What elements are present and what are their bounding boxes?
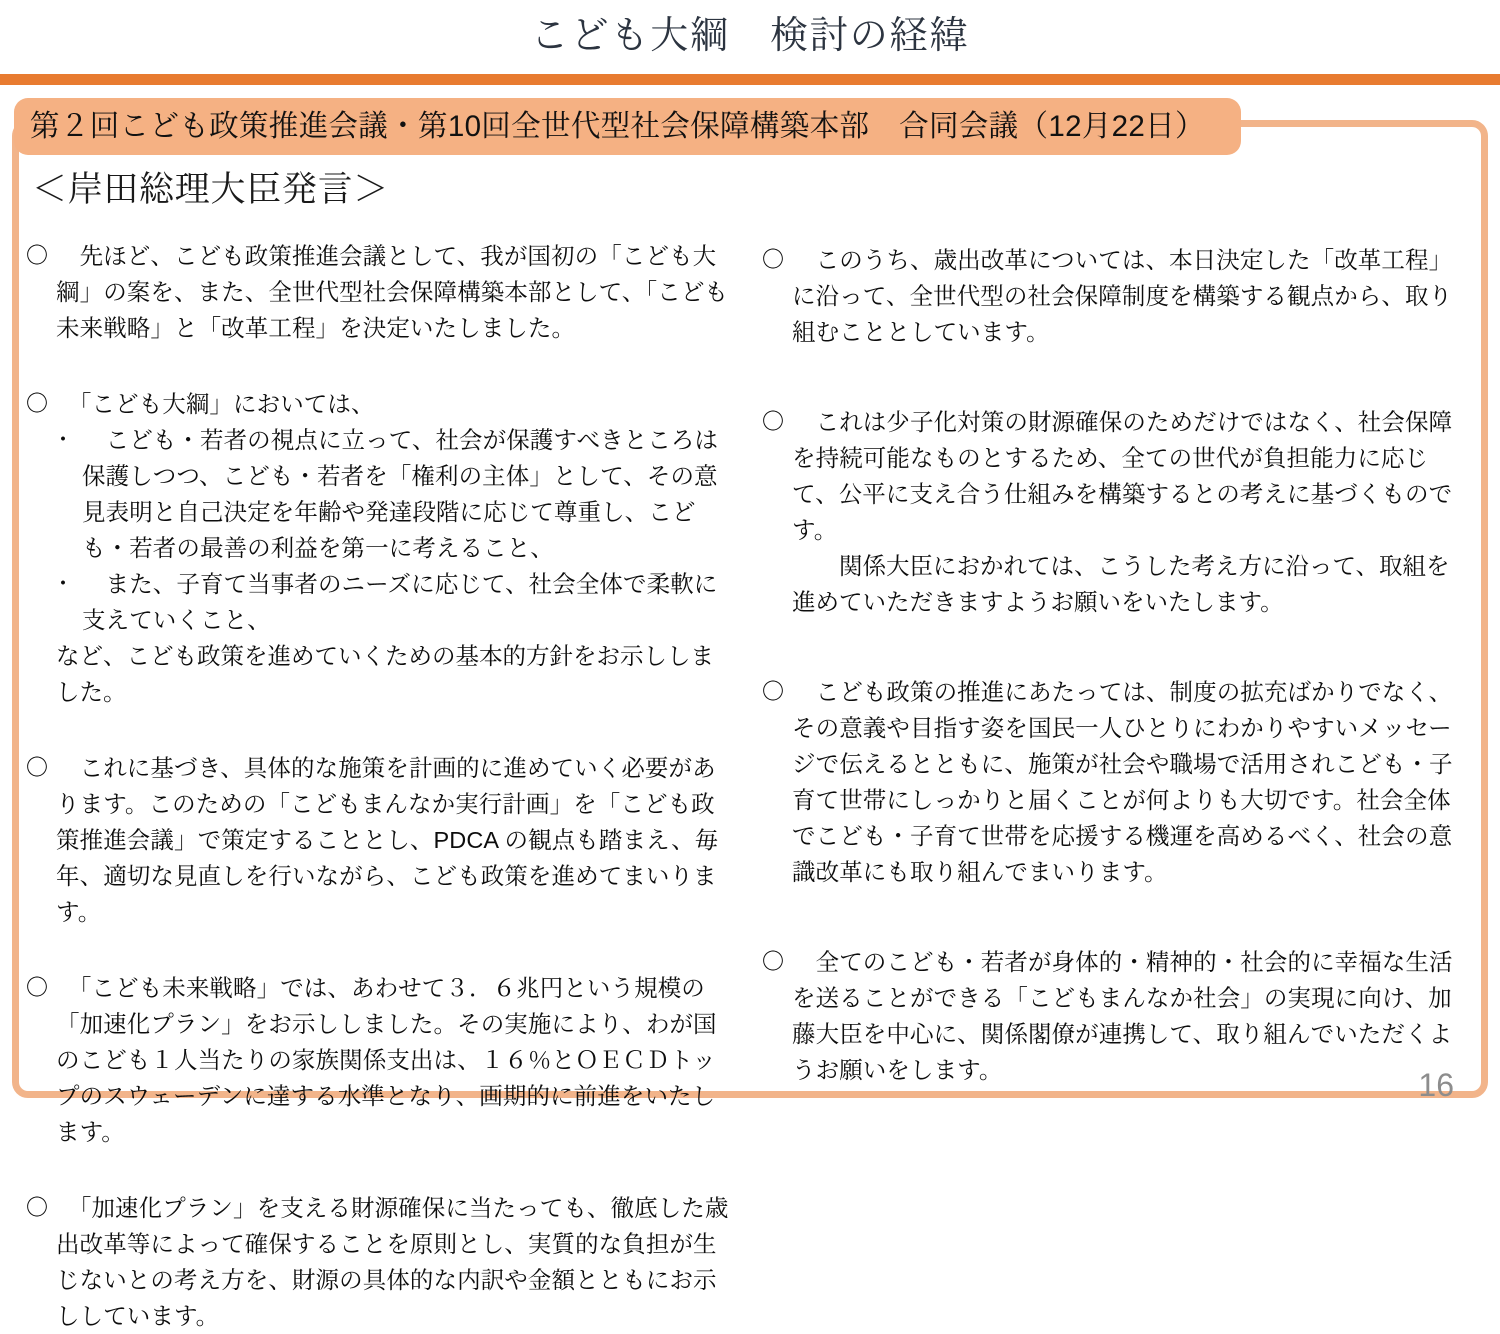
paragraph — [26, 238, 734, 346]
bullet-marker: 〇 — [26, 391, 49, 416]
paragraph — [26, 1190, 734, 1334]
paragraph — [762, 944, 1470, 1088]
page-number: 16 — [1418, 1067, 1454, 1103]
sub-item — [52, 566, 734, 638]
bullet-marker: 〇 — [26, 975, 49, 1000]
paragraph-text: 先ほど、こども政策推進会議として、我が国初の「こども大綱」の案を、また、全世代型社会保障構築本部として、「こども未来戦略」と「改革工程」を決定いたしました。 — [56, 243, 729, 341]
paragraph-text: 「加速化プラン」を支える財源確保に当たっても、徹底した歳出改革等によって確保することを原則とし、実質的な負担が生じないとの考え方を、財源の具体的な内訳や金額とともにお示ししています。 — [56, 1195, 729, 1329]
paragraph-text: 「こども未来戦略」では、あわせて３．６兆円という規模の「加速化プラン」をお示ししました。その実施により、わが国のこども１人当たりの家族関係支出は、１６％とＯＥＣＤトップのスウェーデンに達する水準となり、画期的に前進をいたします。 — [56, 975, 717, 1145]
bullet-marker: 〇 — [26, 1195, 49, 1220]
bullet-marker: 〇 — [26, 755, 49, 780]
bullet-marker: 〇 — [762, 679, 785, 704]
sub-item-list — [26, 422, 734, 638]
meeting-banner-label: 第２回こども政策推進会議・第10回全世代型社会保障構築本部 合同会議（12月22日） — [30, 109, 1205, 143]
sub-bullet-marker: ・ — [52, 571, 75, 596]
paragraph-text: こども政策の推進にあたっては、制度の拡充ばかりでなく、その意義や目指す姿を国民一人ひとりにわかりやすいメッセージで伝えるとともに、施策が社会や職場で活用されこども・子育て世帯にしっかりと届くことが何よりも大切です。社会全体でこども・子育て世帯を応援する機運を高めるべく、社会の意識改革にも取り組んでまいります。 — [792, 679, 1453, 885]
left-column — [26, 238, 734, 1329]
meeting-banner — [14, 98, 1241, 155]
paragraph — [762, 674, 1470, 890]
bullet-marker: 〇 — [762, 949, 785, 974]
paragraph-text: これは少子化対策の財源確保のためだけではなく、社会保障を持続可能なものとするため、全ての世代が負担能力に応じて、公平に支え合う仕組みを構築するとの考えに基づくものです。 — [792, 409, 1453, 543]
sub-bullet-marker: ・ — [52, 427, 75, 452]
paragraph-text: 全てのこども・若者が身体的・精神的・社会的に幸福な生活を送ることができる「こどもまんなか社会」の実現に向け、加藤大臣を中心に、関係閣僚が連携して、取り組んでいただくようお願いをします。 — [792, 949, 1453, 1083]
body-columns — [26, 238, 1470, 1329]
paragraph — [26, 970, 734, 1150]
paragraph — [26, 386, 734, 422]
bullet-marker: 〇 — [762, 247, 785, 272]
paragraph-text: このうち、歳出改革については、本日決定した「改革工程」に沿って、全世代型の社会保障制度を構築する観点から、取り組むこととしています。 — [792, 247, 1453, 345]
sub-item — [52, 422, 734, 566]
paragraph — [26, 750, 734, 930]
paragraph-group — [762, 404, 1470, 620]
page-title: こども大綱 検討の経緯 — [530, 15, 970, 57]
bullet-marker: 〇 — [26, 243, 49, 268]
bullet-marker: 〇 — [762, 409, 785, 434]
speaker-heading: ＜岸田総理大臣発言＞ — [32, 170, 390, 209]
paragraph-continuation-text: 関係大臣におかれては、こうした考え方に沿って、取組を進めていただきますようお願いをいたします。 — [792, 553, 1450, 615]
right-column — [762, 238, 1470, 1086]
sub-item-text: こども・若者の視点に立って、社会が保護すべきところは保護しつつ、こども・若者を「権利の主体」として、その意見表明と自己決定を年齢や発達段階に応じて尊重し、こども・若者の最善の利益を第一に考えること、 — [82, 427, 719, 561]
paragraph-text: これに基づき、具体的な施策を計画的に進めていく必要があります。このための「こどもまんなか実行計画」を「こども政策推進会議」で策定することとし、PDCA の観点も踏まえ、毎年、適切な見直しを行いながら、こども政策を進めてまいります。 — [56, 755, 719, 925]
paragraph-group — [26, 386, 734, 710]
paragraph — [762, 242, 1470, 350]
paragraph-closing-text: など、こども政策を進めていくための基本的方針をお示ししました。 — [56, 643, 714, 705]
paragraph — [762, 404, 1470, 548]
header-divider-rule — [0, 74, 1500, 85]
sub-item-text: また、子育て当事者のニーズに応じて、社会全体で柔軟に支えていくこと、 — [82, 571, 718, 633]
paragraph-text: 「こども大綱」においては、 — [56, 391, 375, 417]
